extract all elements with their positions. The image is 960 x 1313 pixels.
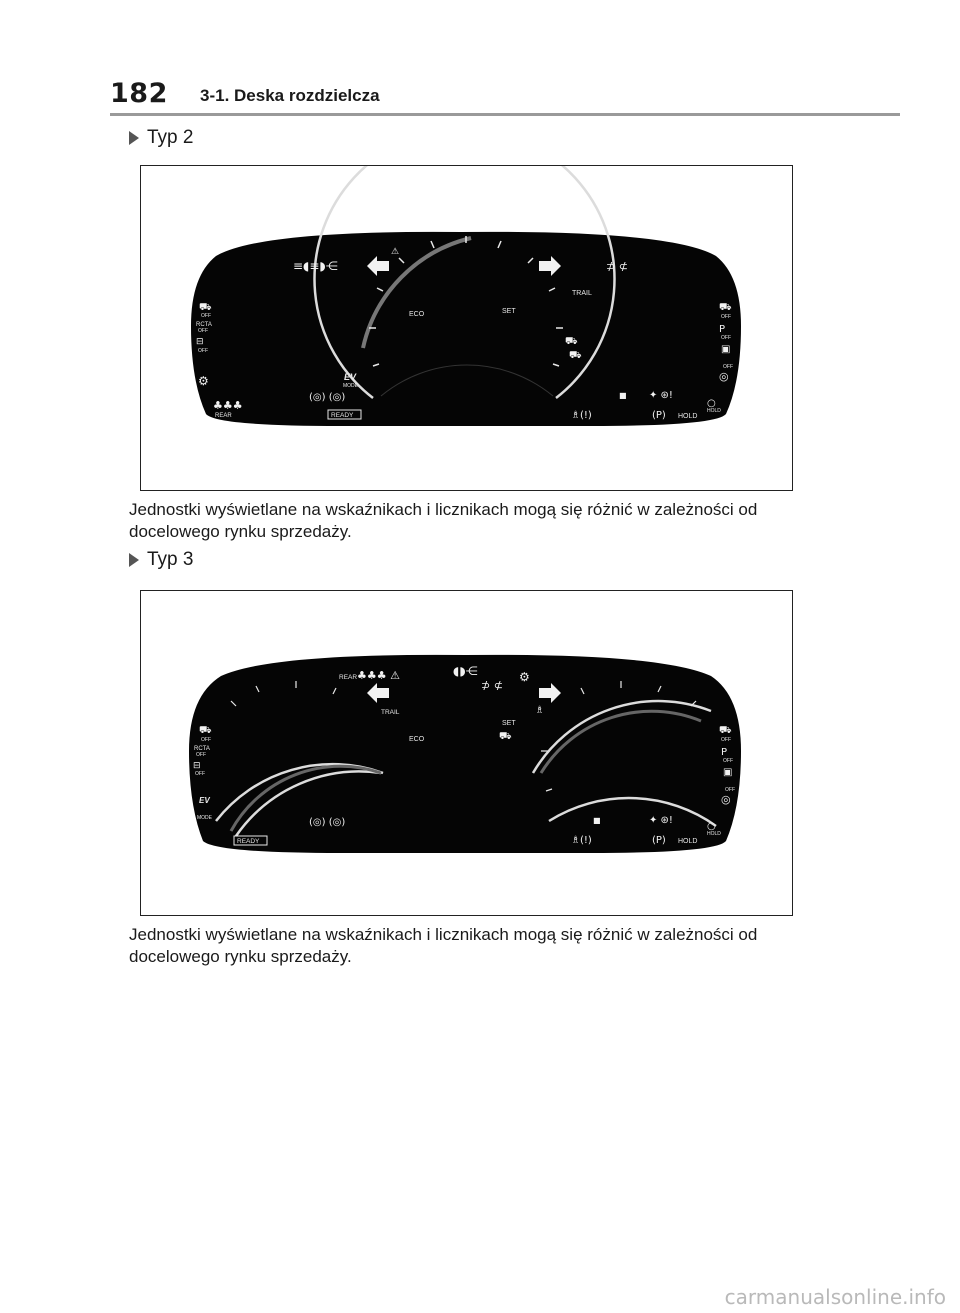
sensor-icon: ⊟ <box>196 337 204 347</box>
seatbelt-icons: ♗(!) <box>571 835 592 846</box>
ev-tree-icons: ♣♣♣ <box>213 399 243 412</box>
engine-icon: ⚙ <box>519 670 530 684</box>
car-sensor-icon: ⛟ <box>199 725 212 736</box>
type2-heading <box>129 127 193 149</box>
type2-cluster-illustration <box>141 166 792 490</box>
ev-label: EV <box>199 796 210 805</box>
off-label-5: OFF <box>723 758 733 764</box>
rcta-label: RCTA <box>194 746 210 752</box>
off-label-1: OFF <box>201 313 211 319</box>
trail-label: TRAIL <box>381 709 400 716</box>
off-label-2: OFF <box>198 328 208 334</box>
type2-figure <box>140 165 793 491</box>
headlight-icons: ◖◗⋲ <box>453 664 478 678</box>
lane-icon: ▣ <box>721 344 731 355</box>
off-label-2: OFF <box>196 752 206 758</box>
vsc-icon: ⛟ <box>569 350 582 361</box>
ready-label: READY <box>237 838 260 845</box>
cruise-car-icon: ⛟ <box>499 731 512 742</box>
set-label: SET <box>502 720 516 727</box>
ev-tree-icons: ♣♣♣ ⚠ <box>357 669 400 682</box>
hold-label: HOLD <box>678 413 698 420</box>
hold-icon: ○ <box>707 398 716 409</box>
hold-label: HOLD <box>678 838 698 845</box>
mode-label: MODE <box>197 815 212 821</box>
type2-caption: Jednostki wyświetlane na wskaźnikach i licznikach mogą się różnić w zależności od docelowego rynku sprzedaży. <box>129 500 758 541</box>
tpms-icon: ◎ <box>721 793 731 806</box>
type3-heading <box>129 549 193 571</box>
type2-heading-text: Typ 2 <box>147 127 194 148</box>
mode-label: MODE <box>343 383 358 389</box>
sensor-icon: ⊟ <box>193 761 201 771</box>
off-label-6: OFF <box>723 364 733 370</box>
off-label-4: OFF <box>721 737 731 743</box>
fog-light-icons: ⊅ ⊄ <box>481 679 503 692</box>
seatbelt-icons: ♗(!) <box>571 410 592 421</box>
ev-label: EV <box>344 372 357 382</box>
section-title: 3-1. Deska rozdzielcza <box>200 86 380 105</box>
seatbelt-small-icon: ♗ <box>535 705 544 716</box>
car-skid-icons: ⛟ <box>565 336 578 347</box>
brake-warning-icons: (◎) (◎) <box>309 392 346 403</box>
rear-label: REAR <box>215 413 232 419</box>
fuel-icon: ■ <box>593 816 601 825</box>
off-label-4: OFF <box>721 314 731 320</box>
parking-brake-icon: (P) <box>652 835 666 846</box>
airbag-steering-icons: ✦ ⊛! <box>649 815 673 826</box>
rear-label: REAR <box>339 674 358 681</box>
airbag-steering-icons: ✦ ⊛! <box>649 390 673 401</box>
header-rule <box>110 113 900 116</box>
eco-label: ECO <box>409 736 425 743</box>
type3-caption: Jednostki wyświetlane na wskaźnikach i licznikach mogą się różnić w zależności od docelowego rynku sprzedaży. <box>129 925 758 966</box>
rcta-label: RCTA <box>196 322 212 328</box>
triangle-bullet-icon <box>129 131 139 145</box>
ready-label: READY <box>331 412 354 419</box>
off-label-6: OFF <box>725 787 735 793</box>
car-warning-icon: ⛟ <box>719 302 732 313</box>
parking-assist-icon: P <box>721 747 728 758</box>
car-sensor-icon: ⛟ <box>199 302 212 313</box>
hold-small-label: HOLD <box>707 408 721 414</box>
set-label: SET <box>502 308 516 315</box>
trail-label: TRAIL <box>572 290 592 297</box>
type3-figure <box>140 590 793 916</box>
type3-heading-text: Typ 3 <box>147 549 194 570</box>
engine-icon: ⚙ <box>198 374 209 388</box>
off-label-5: OFF <box>721 335 731 341</box>
parking-assist-icon: P <box>719 324 726 335</box>
off-label-3: OFF <box>195 771 205 777</box>
hold-icon: ○ <box>707 821 716 832</box>
page-number: 182 <box>110 78 168 109</box>
type3-cluster-illustration <box>141 591 792 915</box>
slip-indicator-icon: ⚠ <box>391 247 400 257</box>
headlight-icons: ≡◖≡◗⋲ <box>293 259 338 273</box>
tpms-icon: ◎ <box>719 370 729 383</box>
eco-label: ECO <box>409 311 425 318</box>
fog-light-icons: ⊅ ⊄ <box>606 260 628 273</box>
fuel-icon: ■ <box>619 391 627 400</box>
lane-icon: ▣ <box>723 767 733 778</box>
off-label-3: OFF <box>198 348 208 354</box>
footer-watermark: carmanualsonline.info <box>724 1285 946 1309</box>
triangle-bullet-icon <box>129 553 139 567</box>
brake-warning-icons: (◎) (◎) <box>309 817 346 828</box>
parking-brake-icon: (P) <box>652 410 666 421</box>
car-warning-icon: ⛟ <box>719 725 732 736</box>
off-label-1: OFF <box>201 737 211 743</box>
hold-small-label: HOLD <box>707 831 721 837</box>
